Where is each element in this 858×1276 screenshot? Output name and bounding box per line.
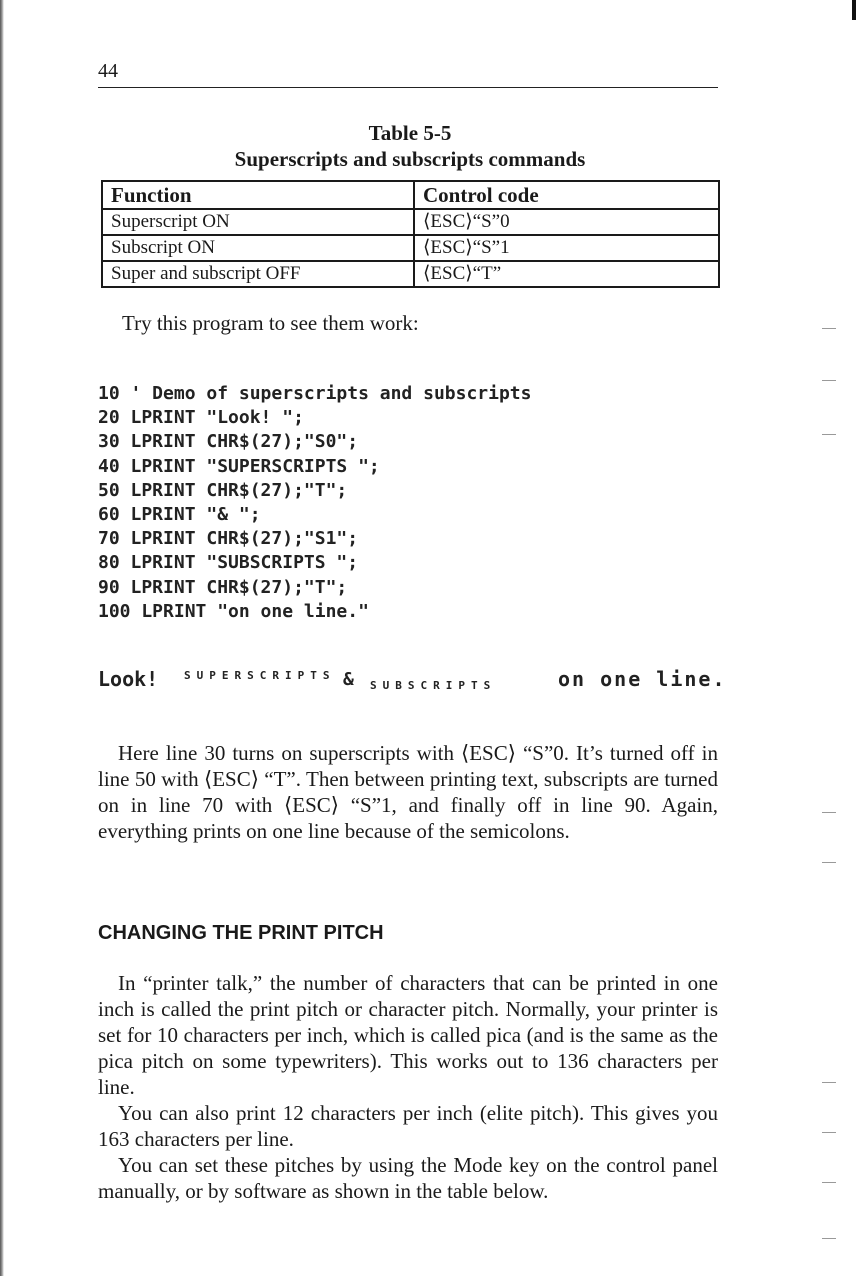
code-line: 60 LPRINT "& "; bbox=[98, 504, 261, 526]
section-heading: CHANGING THE PRINT PITCH bbox=[98, 922, 384, 944]
code-line: 10 ' Demo of superscripts and subscripts bbox=[98, 383, 532, 404]
cell-control-code: ⟨ESC⟩“S”0 bbox=[414, 209, 719, 235]
output-look: Look! bbox=[98, 667, 159, 691]
pitch-paragraph: You can also print 12 characters per inch (elite pitch). This gives you 163 characters per line. bbox=[98, 1101, 718, 1151]
table-row bbox=[102, 209, 719, 235]
pitch-paragraph: In “printer talk,” the number of characters that can be printed in one inch is called the print pitch or character pitch. Normally, your printer is set for 10 characters per inch, which is called pica (and is the same as the pica pitch on some typewriters). This works out to 136 characters per line. bbox=[98, 971, 718, 1099]
code-line: 20 LPRINT "Look! "; bbox=[98, 407, 304, 429]
explanation-paragraph bbox=[98, 740, 718, 844]
table-header-row bbox=[102, 181, 719, 209]
paragraph-text: Here line 30 turns on superscripts with ⟨ESC⟩ “S”0. It’s turned off in line 50 with ⟨ESC⟩ “T”. Then between printing text, subscripts are turned on in line 70 with ⟨ESC⟩ “S”1, and finally off in line 90. Again, everything prints on one line because of the semicolons. bbox=[98, 741, 718, 843]
cell-function: Superscript ON bbox=[102, 209, 414, 235]
header-rule bbox=[98, 87, 718, 88]
output-end: on one line. bbox=[558, 667, 727, 691]
header-function: Function bbox=[102, 181, 414, 209]
output-subscripts: SUBSCRIPTS bbox=[370, 679, 497, 692]
cell-function: Subscript ON bbox=[102, 235, 414, 261]
table-row bbox=[102, 235, 719, 261]
commands-table bbox=[101, 180, 720, 288]
code-line: 80 LPRINT "SUBSCRIPTS "; bbox=[98, 552, 359, 574]
code-line: 50 LPRINT CHR$(27);"T"; bbox=[98, 479, 348, 501]
output-ampersand: & bbox=[343, 669, 354, 690]
intro-text: Try this program to see them work: bbox=[122, 311, 419, 335]
code-line: 90 LPRINT CHR$(27);"T"; bbox=[98, 576, 348, 598]
table-caption-number: Table 5-5 bbox=[368, 121, 452, 145]
sample-output bbox=[98, 665, 738, 705]
code-line: 70 LPRINT CHR$(27);"S1"; bbox=[98, 528, 359, 550]
cell-control-code: ⟨ESC⟩“S”1 bbox=[414, 235, 719, 261]
code-line: 100 LPRINT "on one line." bbox=[98, 600, 369, 622]
cell-control-code: ⟨ESC⟩“T” bbox=[414, 261, 719, 287]
code-line: 30 LPRINT CHR$(27);"S0"; bbox=[98, 431, 359, 453]
code-line: 40 LPRINT "SUPERSCRIPTS "; bbox=[98, 455, 380, 477]
cell-function: Super and subscript OFF bbox=[102, 261, 414, 287]
table-caption bbox=[100, 120, 720, 172]
pitch-paragraph: You can set these pitches by using the Mode key on the control panel manually, or by software as shown in the table below. bbox=[98, 1153, 718, 1203]
header-control-code: Control code bbox=[414, 181, 719, 209]
corner-mark bbox=[852, 0, 856, 20]
pitch-section bbox=[98, 970, 718, 1204]
table-row bbox=[102, 261, 719, 287]
table-caption-title: Superscripts and subscripts commands bbox=[234, 147, 586, 171]
output-superscripts: SUPERSCRIPTS bbox=[184, 669, 336, 682]
page-number: 44 bbox=[98, 60, 118, 82]
program-listing bbox=[98, 382, 531, 624]
scan-edge bbox=[0, 0, 4, 1276]
